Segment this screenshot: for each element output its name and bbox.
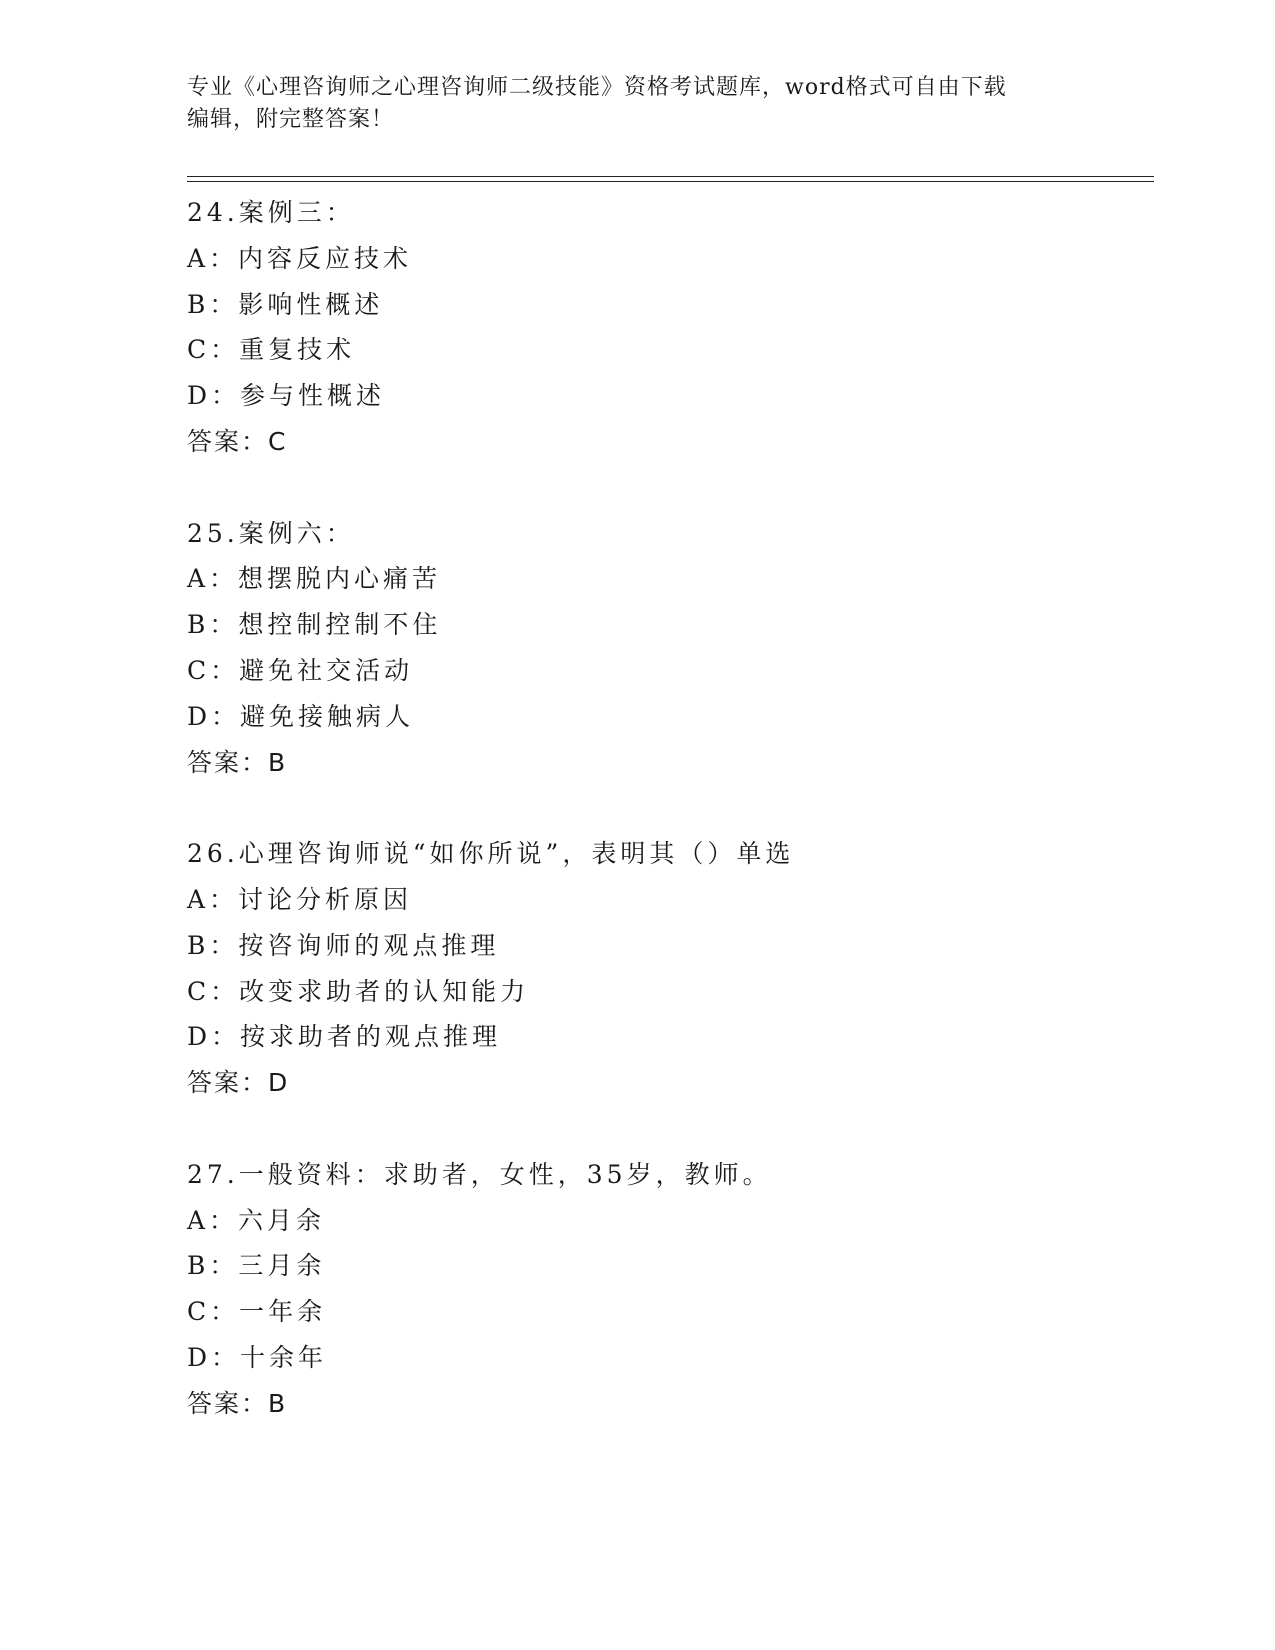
spacer [187, 465, 1147, 511]
header-line-1: 专业《心理咨询师之心理咨询师二级技能》资格考试题库，word格式可自由下载 [187, 75, 1007, 100]
answer-line: 答案：B [187, 1388, 288, 1418]
header-divider-bottom [187, 181, 1154, 182]
option-b: B：按咨询师的观点推理 [187, 930, 500, 960]
option-c: C：避免社交活动 [187, 655, 414, 685]
header-line-2: 编辑，附完整答案！ [187, 107, 395, 132]
option-b: B：影响性概述 [187, 289, 384, 319]
question-stem: 24.案例三： [187, 198, 355, 227]
option-a: A：讨论分析原因 [187, 884, 413, 914]
option-a: A：六月余 [187, 1205, 326, 1235]
option-b: B：想控制控制不住 [187, 610, 442, 640]
option-d: D：参与性概述 [187, 381, 386, 411]
option-c: C：改变求助者的认知能力 [187, 976, 530, 1006]
option-b: B：三月余 [187, 1251, 326, 1281]
answer-line: 答案：C [187, 426, 288, 456]
question-list [187, 190, 1147, 1427]
answer-line: 答案：B [187, 747, 288, 777]
question-25 [187, 511, 1147, 832]
option-a: A：想摆脱内心痛苦 [187, 564, 442, 594]
option-c: C：一年余 [187, 1297, 327, 1327]
question-stem: 27.一般资料：求助者，女性，35岁，教师。 [187, 1159, 772, 1189]
spacer [187, 785, 1147, 831]
option-a: A：内容反应技术 [187, 243, 413, 273]
question-24 [187, 190, 1147, 511]
header-divider-top [187, 176, 1154, 177]
question-27 [187, 1152, 1147, 1427]
answer-line: 答案：D [187, 1068, 290, 1098]
option-d: D：十余年 [187, 1342, 328, 1372]
question-stem: 26.心理咨询师说“如你所说”，表明其（）单选 [187, 839, 795, 869]
document-header [187, 72, 1067, 136]
option-d: D：避免接触病人 [187, 701, 415, 731]
option-d: D：按求助者的观点推理 [187, 1022, 502, 1052]
question-stem: 25.案例六： [187, 518, 355, 548]
question-26 [187, 831, 1147, 1152]
spacer [187, 1106, 1147, 1152]
option-c: C：重复技术 [187, 335, 356, 365]
